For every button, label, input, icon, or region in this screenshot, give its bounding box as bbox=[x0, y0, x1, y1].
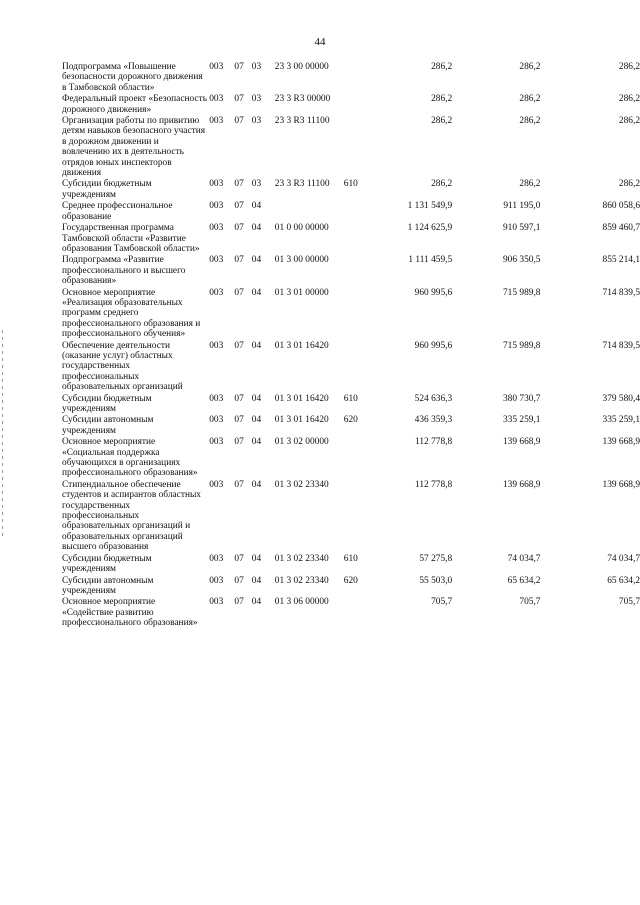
amount-year-2: 911 195,0 bbox=[503, 201, 541, 212]
target-article-code: 01 3 01 16420 bbox=[274, 393, 329, 404]
ministry-code: 003 bbox=[209, 479, 224, 490]
subsection-code: 04 bbox=[251, 287, 262, 298]
row-name: Субсидии бюджетным учреждениям bbox=[62, 393, 152, 414]
amount-year-2: 139 668,9 bbox=[502, 479, 541, 490]
row-name: Государственная программа Тамбовской области «Развитие образования Тамбовской области» bbox=[62, 223, 200, 254]
section-code: 07 bbox=[234, 597, 244, 608]
row-name: Подпрограмма «Повышение безопасности дорожного движения в Тамбовской области» bbox=[62, 62, 203, 93]
table-row bbox=[62, 437, 640, 480]
amount-year-3: 379 580,4 bbox=[602, 393, 640, 404]
subsection-code: 04 bbox=[251, 575, 262, 586]
amount-year-1: 436 359,3 bbox=[414, 415, 453, 426]
amount-year-1: 1 111 459,5 bbox=[408, 255, 453, 266]
section-code: 07 bbox=[234, 94, 244, 105]
section-code: 07 bbox=[234, 553, 244, 564]
amount-year-2: 286,2 bbox=[519, 116, 541, 127]
section-code: 07 bbox=[234, 340, 244, 351]
amount-year-2: 74 034,7 bbox=[507, 553, 541, 564]
table-row bbox=[62, 62, 640, 94]
amount-year-2: 286,2 bbox=[519, 62, 541, 72]
table-row bbox=[62, 223, 640, 255]
target-article-code: 01 3 00 00000 bbox=[274, 255, 329, 266]
target-article-code: 01 3 02 00000 bbox=[274, 437, 329, 448]
subsection-code: 04 bbox=[251, 340, 262, 351]
subsection-code: 04 bbox=[251, 437, 262, 448]
amount-year-3: 286,2 bbox=[618, 116, 640, 127]
row-name: Обеспечение деятельности (оказание услуг) областных государственных профессиональных образовательных организаций bbox=[62, 340, 183, 393]
section-code: 07 bbox=[234, 116, 244, 127]
target-article-code: 01 3 06 00000 bbox=[274, 597, 329, 608]
amount-year-1: 286,2 bbox=[431, 179, 453, 190]
target-article-code: 23 3 00 00000 bbox=[274, 62, 329, 72]
expense-type-code bbox=[344, 288, 364, 341]
expense-type-code bbox=[344, 116, 364, 179]
amount-year-3: 714 839,5 bbox=[602, 340, 640, 351]
target-article-code: 23 3 R3 00000 bbox=[274, 94, 331, 105]
expense-type-code: 610 bbox=[343, 179, 358, 190]
ministry-code: 003 bbox=[209, 94, 224, 105]
subsection-code: 04 bbox=[251, 223, 262, 234]
row-name: Субсидии бюджетным учреждениям bbox=[62, 179, 152, 200]
target-article-code: 01 3 02 23340 bbox=[274, 575, 329, 586]
table-row bbox=[62, 554, 640, 576]
row-name: Среднее профессиональное образование bbox=[62, 201, 173, 222]
ministry-code: 003 bbox=[209, 553, 224, 564]
table-row bbox=[62, 255, 640, 287]
expense-type-code bbox=[344, 201, 364, 223]
table-row bbox=[62, 576, 640, 598]
ministry-code: 003 bbox=[209, 116, 224, 127]
target-article-code bbox=[275, 201, 344, 223]
amount-year-2: 286,2 bbox=[519, 179, 541, 190]
amount-year-1: 286,2 bbox=[431, 116, 453, 127]
row-name: Основное мероприятие «Содействие развитию профессионального образования» bbox=[62, 597, 198, 629]
table-row bbox=[62, 597, 640, 629]
expense-type-code bbox=[344, 255, 364, 287]
target-article-code: 23 3 R3 11100 bbox=[274, 116, 330, 127]
expense-type-code bbox=[344, 341, 364, 394]
row-name: Субсидии автономным учреждениям bbox=[62, 415, 154, 436]
row-name: Субсидии автономным учреждениям bbox=[62, 575, 154, 596]
table-row bbox=[62, 116, 640, 179]
amount-year-2: 65 634,2 bbox=[507, 575, 541, 586]
ministry-code: 003 bbox=[209, 340, 224, 351]
budget-table bbox=[62, 62, 640, 630]
subsection-code: 04 bbox=[251, 255, 262, 266]
expense-type-code bbox=[344, 597, 364, 629]
row-name: Основное мероприятие «Реализация образовательных программ среднего профессионального образования и профессионального обучения» bbox=[62, 287, 201, 340]
ministry-code: 003 bbox=[209, 255, 224, 266]
section-code: 07 bbox=[234, 201, 244, 212]
amount-year-3: 139 668,9 bbox=[602, 479, 640, 490]
amount-year-3: 335 259,1 bbox=[602, 415, 640, 426]
section-code: 07 bbox=[234, 437, 244, 448]
row-name: Организация работы по привитию детям навыков безопасного участия в дорожном движении и вовлечению их в деятельность отрядов юных инспекторов движения bbox=[62, 116, 206, 179]
subsection-code: 04 bbox=[251, 201, 262, 212]
target-article-code: 01 3 01 16420 bbox=[274, 340, 329, 351]
target-article-code: 23 3 R3 11100 bbox=[274, 179, 330, 190]
section-code: 07 bbox=[234, 62, 244, 72]
page-number: 44 bbox=[314, 36, 326, 48]
amount-year-1: 57 275,8 bbox=[419, 553, 453, 564]
amount-year-3: 139 668,9 bbox=[602, 437, 640, 448]
subsection-code: 03 bbox=[251, 94, 262, 105]
subsection-code: 04 bbox=[251, 479, 262, 490]
expense-type-code bbox=[344, 94, 364, 116]
amount-year-1: 286,2 bbox=[431, 94, 453, 105]
expense-type-code: 610 bbox=[343, 553, 358, 564]
expense-type-code bbox=[344, 223, 364, 255]
table-body bbox=[62, 62, 640, 630]
expense-type-code bbox=[344, 480, 364, 554]
subsection-code: 04 bbox=[251, 415, 262, 426]
ministry-code: 003 bbox=[209, 415, 224, 426]
amount-year-1: 55 503,0 bbox=[419, 575, 453, 586]
subsection-code: 04 bbox=[251, 597, 262, 608]
expense-type-code: 620 bbox=[343, 575, 358, 586]
section-code: 07 bbox=[234, 575, 244, 586]
amount-year-1: 112 778,8 bbox=[415, 437, 453, 448]
table-row bbox=[62, 201, 640, 223]
subsection-code: 03 bbox=[251, 62, 262, 72]
ministry-code: 003 bbox=[209, 179, 224, 190]
ministry-code: 003 bbox=[209, 393, 224, 404]
amount-year-1: 286,2 bbox=[431, 62, 453, 72]
ministry-code: 003 bbox=[209, 575, 224, 586]
table-row bbox=[62, 394, 640, 416]
amount-year-3: 714 839,5 bbox=[602, 287, 640, 298]
amount-year-1: 1 131 549,9 bbox=[407, 201, 453, 212]
subsection-code: 04 bbox=[251, 553, 262, 564]
table-row bbox=[62, 179, 640, 201]
target-article-code: 01 3 01 16420 bbox=[274, 415, 329, 426]
table-row bbox=[62, 341, 640, 394]
section-code: 07 bbox=[234, 415, 244, 426]
row-name: Федеральный проект «Безопасность дорожного движения» bbox=[62, 94, 207, 115]
amount-year-2: 286,2 bbox=[519, 94, 541, 105]
row-name: Подпрограмма «Развитие профессионального и высшего образования» bbox=[62, 255, 186, 287]
ministry-code: 003 bbox=[209, 437, 224, 448]
table-row bbox=[62, 94, 640, 116]
section-code: 07 bbox=[234, 287, 244, 298]
amount-year-3: 286,2 bbox=[618, 179, 640, 190]
row-name: Субсидии бюджетным учреждениям bbox=[62, 553, 152, 575]
ministry-code: 003 bbox=[209, 597, 224, 608]
amount-year-2: 715 989,8 bbox=[502, 287, 541, 298]
amount-year-2: 139 668,9 bbox=[502, 437, 541, 448]
scan-margin-mark bbox=[2, 330, 3, 540]
target-article-code: 01 3 01 00000 bbox=[274, 287, 329, 298]
amount-year-3: 859 460,7 bbox=[602, 223, 640, 234]
subsection-code: 03 bbox=[251, 116, 262, 127]
table-row bbox=[62, 480, 640, 554]
amount-year-3: 286,2 bbox=[618, 62, 640, 72]
amount-year-1: 960 995,6 bbox=[414, 340, 453, 351]
section-code: 07 bbox=[234, 479, 244, 490]
amount-year-1: 112 778,8 bbox=[415, 479, 453, 490]
amount-year-3: 855 214,1 bbox=[602, 255, 640, 266]
amount-year-3: 65 634,2 bbox=[607, 575, 640, 586]
amount-year-2: 715 989,8 bbox=[502, 340, 541, 351]
expense-type-code: 610 bbox=[343, 393, 358, 404]
ministry-code: 003 bbox=[209, 62, 224, 72]
section-code: 07 bbox=[234, 223, 244, 234]
section-code: 07 bbox=[234, 255, 244, 266]
target-article-code: 01 0 00 00000 bbox=[274, 223, 329, 234]
subsection-code: 04 bbox=[251, 393, 262, 404]
section-code: 07 bbox=[234, 393, 244, 404]
ministry-code: 003 bbox=[209, 287, 224, 298]
row-name: Стипендиальное обеспечение студентов и аспирантов областных государственных профессиональных образовательных организаций и образовательных организаций высшего образования bbox=[62, 479, 201, 553]
amount-year-2: 380 730,7 bbox=[502, 393, 541, 404]
amount-year-3: 286,2 bbox=[618, 94, 640, 105]
section-code: 07 bbox=[234, 179, 244, 190]
ministry-code: 003 bbox=[209, 201, 224, 212]
amount-year-1: 524 636,3 bbox=[414, 393, 453, 404]
table-row bbox=[62, 288, 640, 341]
amount-year-1: 705,7 bbox=[431, 597, 453, 608]
amount-year-2: 335 259,1 bbox=[502, 415, 541, 426]
target-article-code: 01 3 02 23340 bbox=[274, 479, 329, 490]
expense-type-code bbox=[344, 437, 364, 480]
amount-year-1: 1 124 625,9 bbox=[407, 223, 453, 234]
expense-type-code: 620 bbox=[343, 415, 358, 426]
amount-year-1: 960 995,6 bbox=[414, 287, 453, 298]
target-article-code: 01 3 02 23340 bbox=[274, 553, 329, 564]
amount-year-2: 705,7 bbox=[519, 597, 541, 608]
row-name: Основное мероприятие «Социальная поддержка обучающихся в организациях профессионального образования» bbox=[62, 437, 198, 479]
table-row bbox=[62, 415, 640, 437]
expense-type-code bbox=[344, 62, 364, 94]
amount-year-3: 860 058,6 bbox=[602, 201, 640, 212]
amount-year-2: 906 350,5 bbox=[502, 255, 541, 266]
ministry-code: 003 bbox=[209, 223, 224, 234]
subsection-code: 03 bbox=[251, 179, 262, 190]
amount-year-3: 74 034,7 bbox=[607, 553, 640, 564]
amount-year-2: 910 597,1 bbox=[502, 223, 541, 234]
amount-year-3: 705,7 bbox=[618, 597, 640, 608]
